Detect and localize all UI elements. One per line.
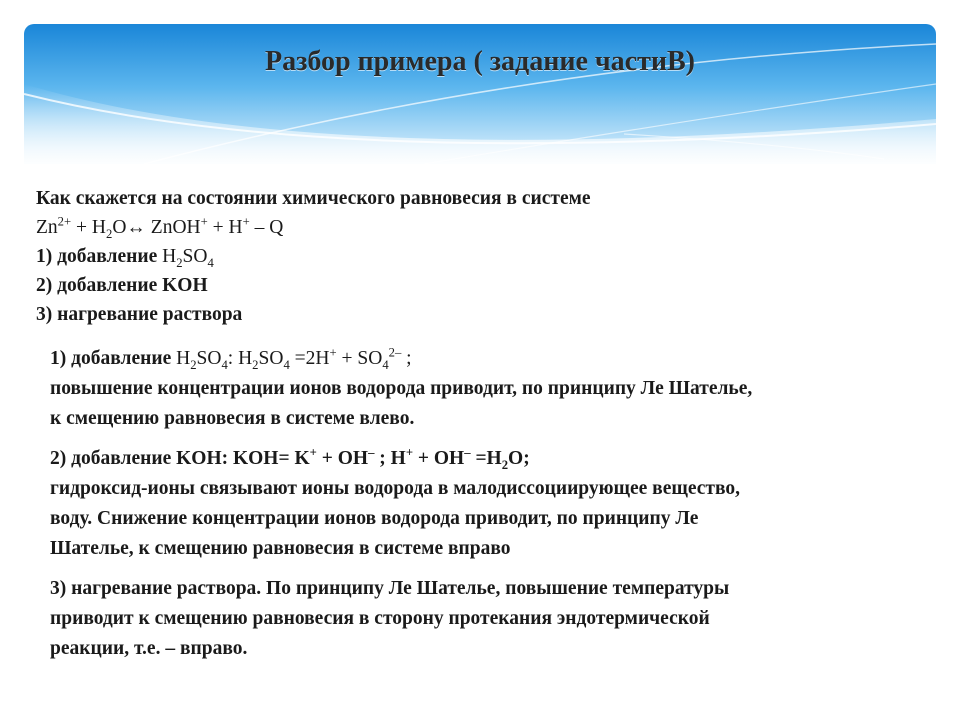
answer-2-equation: 2) добавление KOH: KOH= K+ + OH– ; $H^+ + OH^- =H_2O$; xyxy=(50,445,530,472)
answers-block xyxy=(50,344,930,674)
answer-2-line-3: воду. Снижение концентрации ионов водорода приводит, по принципу Ле xyxy=(50,508,699,529)
equation-line: $Zn^{2+}$ + $H_2O\leftrightarrow$ ZnOH+ + H+ – Q xyxy=(36,214,284,241)
answer-1-line-2: повышение концентрации ионов водорода приводит, по принципу Ле Шателье, xyxy=(50,378,753,399)
option-1: 1) добавление $H_2SO_4$ xyxy=(36,246,214,270)
answer-1-equation: 1) добавление $H_2SO_4$: $H_2SO_4 =2H^+ + SO_4^{2-}$ ; xyxy=(50,345,412,372)
answer-3-line-2: приводит к смещению равновесия в сторону протекания эндотермической xyxy=(50,608,710,629)
answer-2-line-4: Шателье, к смещению равновесия в системе вправо xyxy=(50,538,511,559)
answer-1 xyxy=(50,344,930,434)
problem-statement xyxy=(36,184,936,329)
header-wave-graphic xyxy=(24,24,936,164)
answer-2-line-2: гидроксид-ионы связывают ионы водорода в малодиссоциирующее вещество, xyxy=(50,478,740,499)
slide-title: Разбор примера ( задание частиВ) xyxy=(264,46,695,77)
option-3: 3) нагревание раствора xyxy=(36,304,243,325)
answer-2 xyxy=(50,444,930,564)
answer-3-line-3: реакции, т.е. – вправо. xyxy=(50,638,248,659)
header-banner xyxy=(24,24,936,164)
answer-3 xyxy=(50,574,930,664)
question-line: Как скажется на состоянии химического равновесия в системе xyxy=(36,188,591,209)
answer-3-line-1: 3) нагревание раствора. По принципу Ле Шателье, повышение температуры xyxy=(50,578,730,599)
answer-1-line-3: к смещению равновесия в системе влево. xyxy=(50,408,415,429)
option-2: 2) добавление KOH xyxy=(36,275,208,296)
